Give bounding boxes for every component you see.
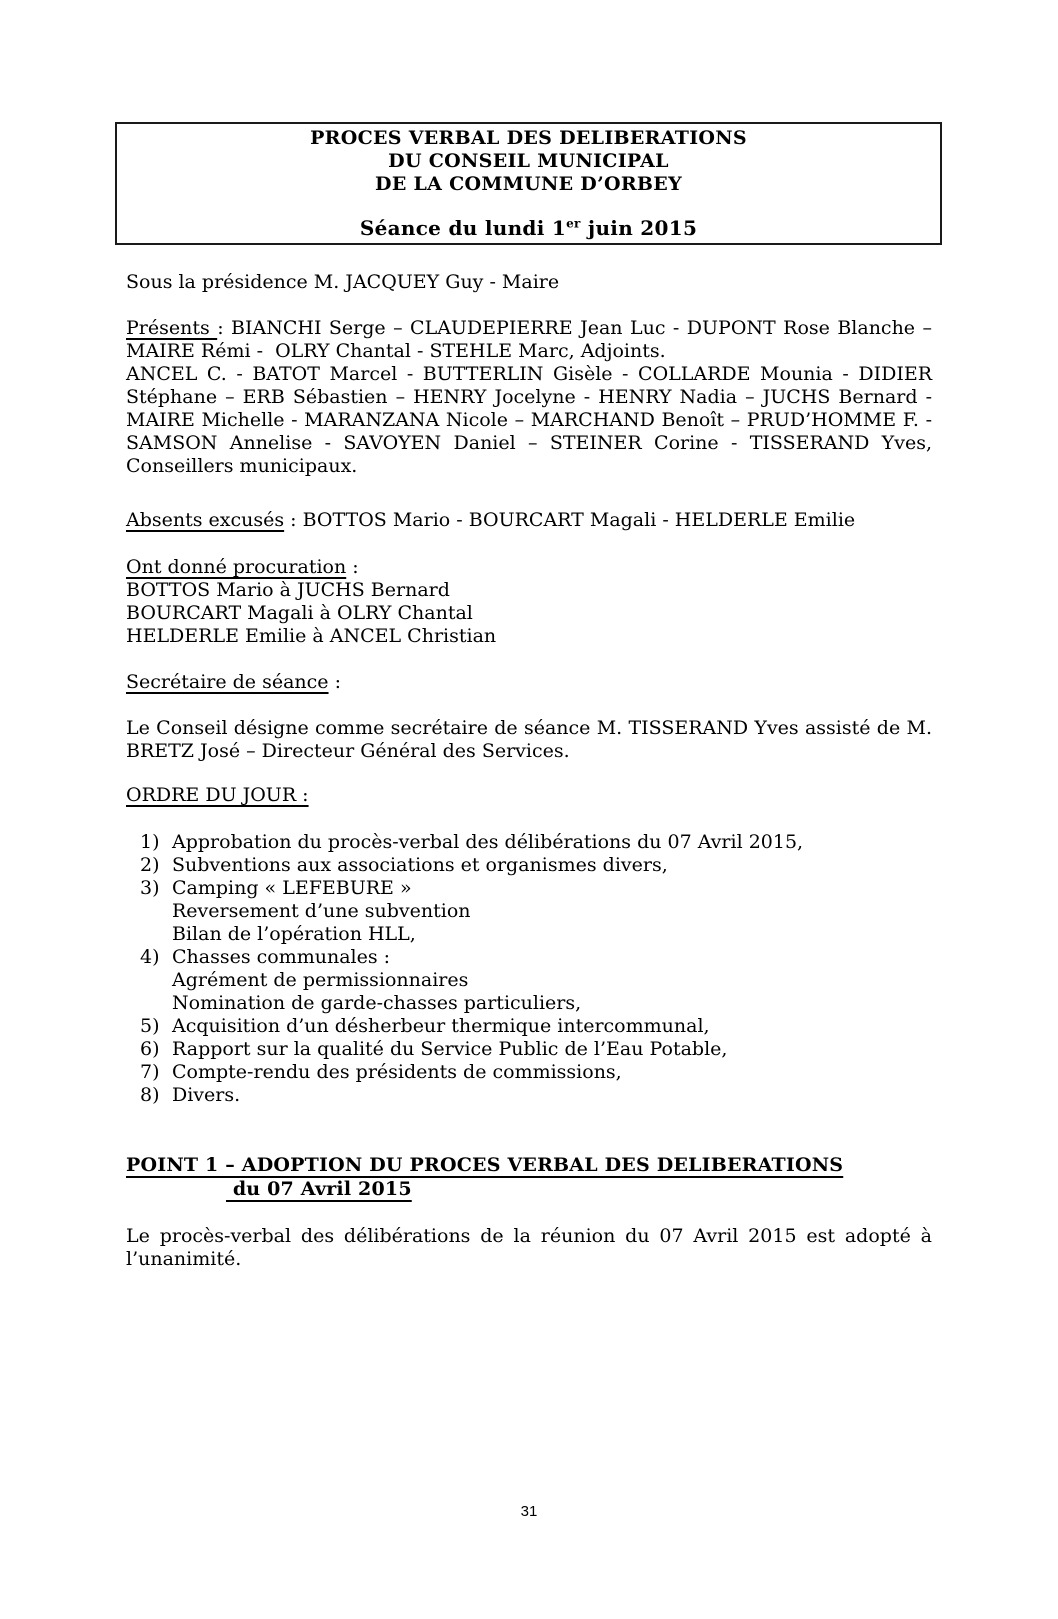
procuration-line-3: HELDERLE Emilie à ANCEL Christian (126, 625, 497, 647)
procuration-label: Ont donné procuration (126, 556, 347, 578)
absents-rest: : BOTTOS Mario - BOURCART Magali - HELDERLE Emilie (284, 509, 856, 531)
secretaire-heading (126, 671, 932, 694)
agenda-item-number (140, 969, 172, 992)
secretaire-colon: : (328, 671, 341, 693)
agenda-item-text: Camping « LEFEBURE » (172, 877, 412, 899)
agenda-item (126, 854, 932, 877)
agenda-item-number: 7) (140, 1061, 160, 1083)
secretaire-paragraph (126, 717, 932, 763)
presents-line-1 (126, 317, 932, 340)
agenda-item (126, 1084, 932, 1107)
point1-heading (126, 1153, 932, 1201)
presidence-line: Sous la présidence M. JACQUEY Guy - Maire (126, 271, 560, 293)
presents-line-4: Stéphane – ERB Sébastien – HENRY Jocelyne - HENRY Nadia – JUCHS Bernard - (126, 386, 932, 408)
agenda-item (126, 1015, 932, 1038)
agenda-item-text: Reversement d’une subvention (172, 900, 471, 922)
agenda-item-number: 2) (140, 854, 160, 876)
title-box-spacer (127, 196, 930, 216)
procuration-colon: : (346, 556, 359, 578)
absents-line (126, 509, 932, 532)
presents-label: Présents (126, 317, 218, 339)
doc-title-line-3: DE LA COMMUNE D’ORBEY (375, 173, 682, 195)
agenda-item (126, 923, 932, 946)
document-title-box (115, 122, 942, 245)
agenda-item-text: Nomination de garde-chasses particuliers, (172, 992, 582, 1014)
presents-line-2: MAIRE Rémi - OLRY Chantal - STEHLE Marc, Adjoints. (126, 340, 666, 362)
agenda-item-text: Rapport sur la qualité du Service Public de l’Eau Potable, (172, 1038, 728, 1060)
presents-line-1-rest: : BIANCHI Serge – CLAUDEPIERRE Jean Luc - DUPONT Rose Blanche – (217, 317, 932, 339)
session-date-post: juin 2015 (580, 216, 698, 240)
agenda-item-text: Divers. (172, 1084, 241, 1106)
agenda-item-text: Agrément de permissionnaires (172, 969, 469, 991)
secretaire-para-line-1: Le Conseil désigne comme secrétaire de séance M. TISSERAND Yves assisté de M. (126, 717, 932, 739)
presents-line-6: SAMSON Annelise - SAVOYEN Daniel – STEINER Corine - TISSERAND Yves, (126, 432, 932, 454)
agenda-item (126, 1038, 932, 1061)
agenda-item-number (140, 923, 172, 946)
session-date-pre: Séance du lundi 1 (359, 216, 567, 240)
doc-title-line-2: DU CONSEIL MUNICIPAL (388, 150, 669, 172)
agenda-item-text: Bilan de l’opération HLL, (172, 923, 416, 945)
agenda-item (126, 946, 932, 969)
point1-heading-line-1: POINT 1 – ADOPTION DU PROCES VERBAL DES DELIBERATIONS (126, 1154, 844, 1176)
presents-paragraph (126, 317, 932, 478)
agenda-item-text: Chasses communales : (172, 946, 391, 968)
procuration-line-1: BOTTOS Mario à JUCHS Bernard (126, 579, 450, 601)
agenda-item-number: 6) (140, 1038, 160, 1060)
presents-line-5: MAIRE Michelle - MARANZANA Nicole – MARCHAND Benoît – PRUD’HOMME F. - (126, 409, 932, 431)
page-number: 31 (520, 1503, 538, 1520)
agenda-item-number (140, 992, 172, 1015)
presents-line-3: ANCEL C. - BATOT Marcel - BUTTERLIN Gisèle - COLLARDE Mounia - DIDIER (126, 363, 932, 385)
point1-paragraph (126, 1225, 932, 1271)
agenda-item (126, 1061, 932, 1084)
secretaire-label: Secrétaire de séance (126, 671, 329, 693)
agenda-item-number: 3) (140, 877, 160, 899)
agenda-item (126, 969, 932, 992)
agenda-list (126, 831, 932, 1107)
point1-para-line-1: Le procès-verbal des délibérations de la réunion du 07 Avril 2015 est adopté à (126, 1225, 932, 1247)
point1-heading-line-2: du 07 Avril 2015 (226, 1178, 412, 1200)
agenda-item-text: Subventions aux associations et organismes divers, (172, 854, 668, 876)
ordre-du-jour-title: ORDRE DU JOUR : (126, 784, 309, 806)
agenda-item (126, 992, 932, 1015)
point1-para-line-2: l’unanimité. (126, 1248, 242, 1270)
agenda-item (126, 831, 932, 854)
agenda-item-number: 1) (140, 831, 160, 853)
agenda-item-text: Approbation du procès-verbal des délibérations du 07 Avril 2015, (172, 831, 804, 853)
procuration-heading (126, 556, 932, 579)
agenda-item (126, 900, 932, 923)
procuration-block (126, 556, 932, 648)
agenda-item-text: Compte-rendu des présidents de commissions, (172, 1061, 622, 1083)
agenda-item (126, 877, 932, 900)
absents-label: Absents excusés (126, 509, 285, 531)
presents-line-7: Conseillers municipaux. (126, 455, 358, 477)
agenda-item-number: 4) (140, 946, 160, 968)
agenda-item-text: Acquisition d’un désherbeur thermique intercommunal, (172, 1015, 710, 1037)
secretaire-para-line-2: BRETZ José – Directeur Général des Services. (126, 740, 570, 762)
ordre-du-jour-heading (126, 784, 932, 807)
agenda-item-number (140, 900, 172, 923)
procuration-line-2: BOURCART Magali à OLRY Chantal (126, 602, 473, 624)
agenda-item-number: 8) (140, 1084, 160, 1106)
session-date-ordinal: er (566, 216, 581, 231)
doc-title-line-1: PROCES VERBAL DES DELIBERATIONS (310, 127, 747, 149)
agenda-item-number: 5) (140, 1015, 160, 1037)
session-date-line (127, 216, 930, 240)
document-page (0, 122, 1058, 1619)
